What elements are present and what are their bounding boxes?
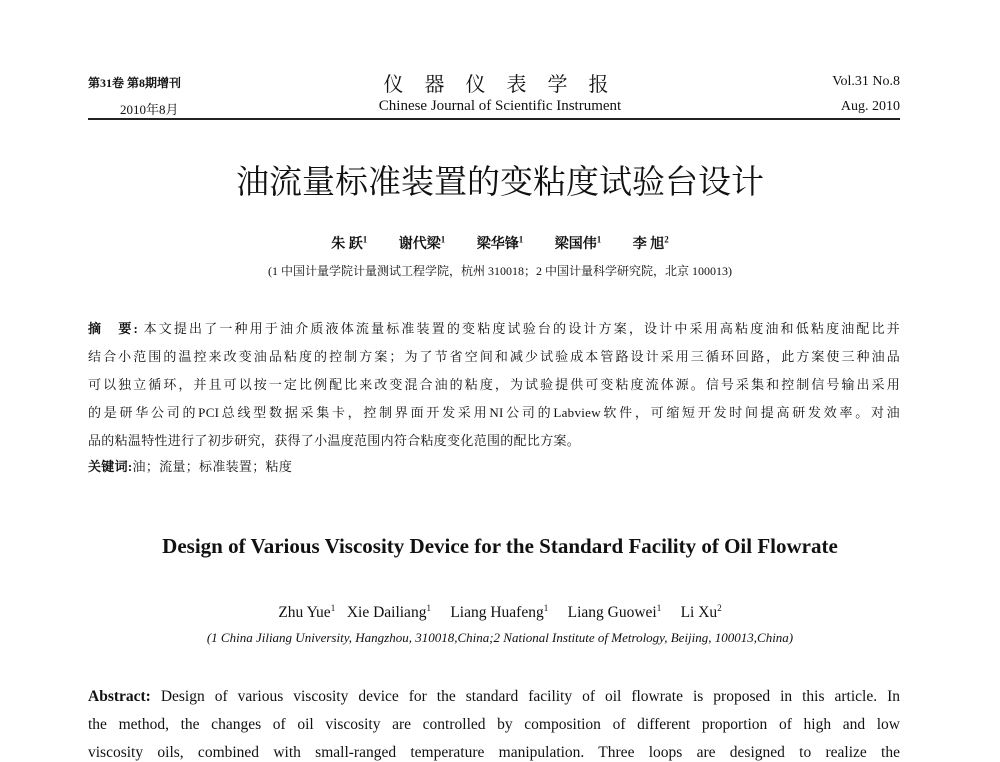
authors-en [0,603,1000,622]
date-en: Aug. 2010 [840,99,900,114]
abstract-line: 品的粘温特性进行了初步研究，获得了小温度范围内符合粘度变化范围的配比方案。 [88,433,581,448]
keywords-cn: 关键词:油；流量；标准装置；粘度 [88,459,293,474]
volume-issue: 第31卷 第8期增刊 [88,76,182,90]
abstract-label-cn: 摘 要: [88,321,139,336]
affiliation-en: (1 China Jiliang University, Hangzhou, 310018,China;2 National Institute of Metrology, Beijing, 100013,China) [206,630,794,645]
abstract-line: 可以独立循环，并且可以按一定比例配比来改变混合油的粘度，为试验提供可变粘度流体源。信号采集和控制信号输出采用 [88,377,900,392]
header-rule [88,118,900,120]
abstract-line: 摘 要: 本文提出了一种用于油介质液体流量标准装置的变粘度试验台的设计方案，设计中采用高粘度油和低粘度油配比并 [88,321,900,336]
author-cn: 谢代梁$^1$ [398,234,446,252]
author-en: Liang Guowei$^1$ [567,603,662,622]
abstract-line: 的是研华公司的PCI总线型数据采集卡，控制界面开发采用NI公司的Labview软件，可缩短开发时间提高研发效率。对油 [88,405,900,420]
volume-en: Vol.31 No.8 [832,74,900,89]
abstract-label-en: Abstract: [88,688,151,705]
author-en: Zhu Yue$^1$ [278,603,336,622]
affiliation-cn: (1 中国计量学院计量测试工程学院，杭州 310018；2 中国计量科学研究院，北京 100013) [268,264,732,278]
title-cn: 油流量标准装置的变粘度试验台设计 [236,162,764,201]
author-cn: 梁华锋$^1$ [476,234,524,252]
abstract-line: viscosity oils, combined with small-ranged temperature manipulation. Three loops are designed to realize the [88,744,900,761]
author-en: Liang Huafeng$^1$ [450,603,549,622]
title-en: Design of Various Viscosity Device for the Standard Facility of Oil Flowrate [162,534,838,558]
author-cn: 梁国伟$^1$ [554,234,602,252]
journal-name-cn: 仪 器 仪 表 学 报 [383,74,617,96]
authors-cn [0,233,1000,253]
abstract-line: the method, the changes of oil viscosity are controlled by composition of different proportion of high and low [88,716,900,733]
author-cn: 李 旭$^2$ [632,234,669,252]
date-cn: 2010年8月 [120,102,179,117]
author-cn: 朱 跃$^1$ [331,234,368,252]
author-en: Xie Dailiang$^1$ [346,603,431,622]
journal-name-en: Chinese Journal of Scientific Instrument [378,98,622,114]
author-en: Li Xu$^2$ [680,603,722,622]
abstract-line: Abstract: Design of various viscosity device for the standard facility of oil flowrate is proposed in this article. In [88,688,900,705]
abstract-line: 结合小范围的温控来改变油品粘度的控制方案；为了节省空间和减少试验成本管路设计采用三循环回路，此方案使三种油品 [88,349,900,364]
